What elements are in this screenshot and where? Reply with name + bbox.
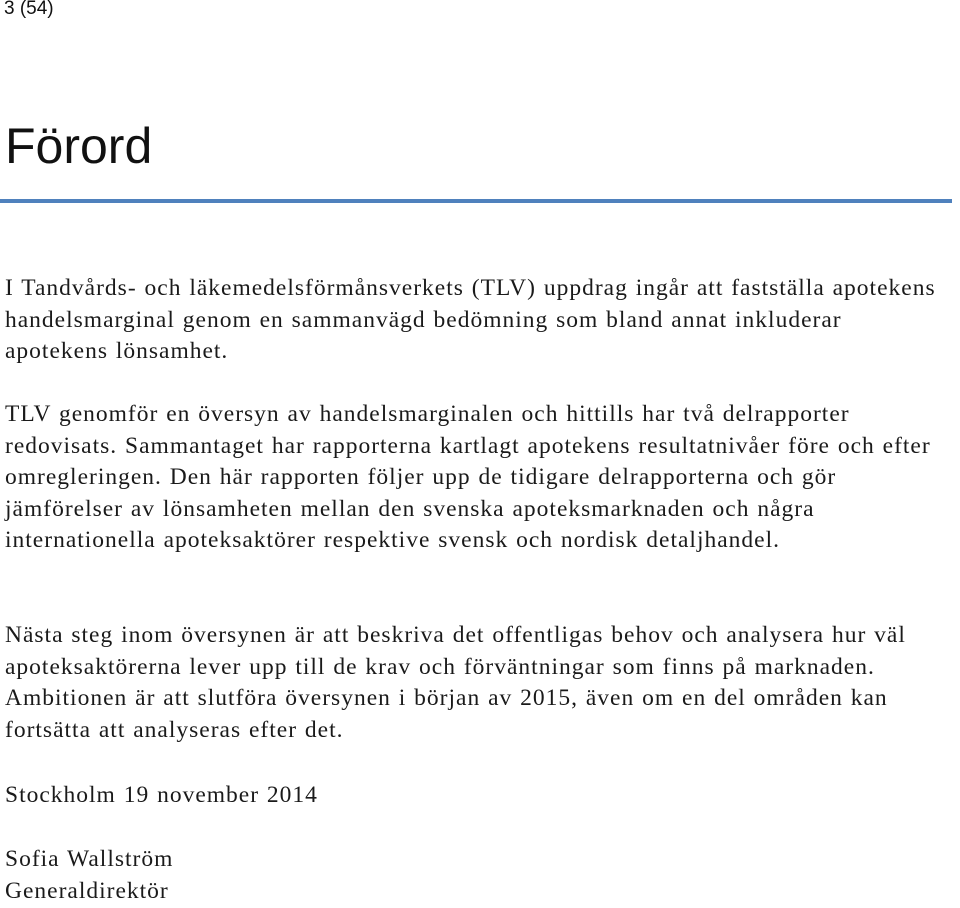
signer-name: Sofia Wallström [5,846,174,872]
place-and-date: Stockholm 19 november 2014 [5,782,318,808]
heading-divider [0,199,952,203]
page-title: Förord [5,118,153,174]
page-number: 3 (54) [4,0,54,19]
paragraph-next-steps: Nästa steg inom översynen är att beskriva det offentligas behov och analysera hur väl apoteksaktörerna lever upp till de krav och förväntningar som finns på marknaden. Ambitionen är att slutföra översynen i början av 2015, även om en del områden kan fortsätta att analyseras efter det. [5,622,906,743]
paragraph-intro: I Tandvårds- och läkemedelsförmånsverkets (TLV) uppdrag ingår att fastställa apotekens handelsmarginal genom en sammanvägd bedömning som bland annat inkluderar apotekens lönsamhet. [5,275,936,364]
paragraph-review: TLV genomför en översyn av handelsmarginalen och hittills har två delrapporter redovisats. Sammantaget har rapporterna kartlagt apotekens resultatnivåer före och efter omregleringen. Den här rapporten följer upp de tidigare delrapporterna och gör jämförelser av lönsamheten mellan den svenska apoteksmarknaden och några internationella apoteksaktörer respektive svensk och nordisk detaljhandel. [5,401,931,553]
signer-title: Generaldirektör [5,878,169,904]
